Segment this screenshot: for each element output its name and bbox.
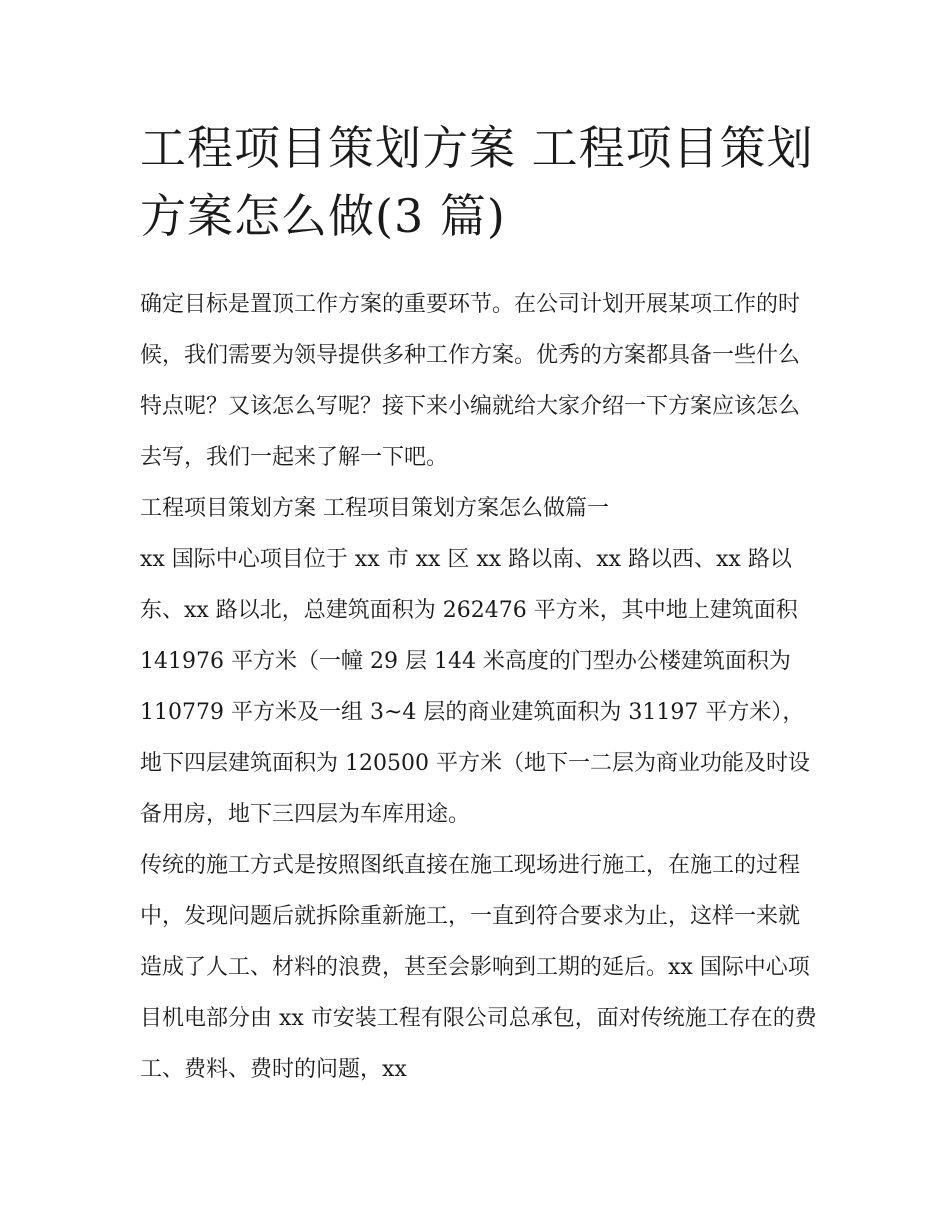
section-heading: 工程项目策划方案 工程项目策划方案怎么做篇一 [140, 496, 609, 521]
document-title: 工程项目策划方案 工程项目策划方案怎么做(3 篇) [140, 121, 814, 243]
intro-paragraph: 确定目标是置顶工作方案的重要环节。在公司计划开展某项工作的时候，我们需要为领导提供多种工作方案。优秀的方案都具备一些什么特点呢？又该怎么写呢？接下来小编就给大家介绍一下方案应该怎么去写，我们一起来了解一下吧。 [140, 292, 801, 470]
body-paragraph-1: xx 国际中心项目位于 xx 市 xx 区 xx 路以南、xx 路以西、xx 路以东、xx 路以北，总建筑面积为 262476 平方米，其中地上建筑面积 141976 平方米（一幢 29 层 144 米高度的门型办公楼建筑面积为 110779 平方米及一组 3~4 层的商业建筑面积为 31197 平方米），地下四层建筑面积为 120500 平方米（地下一二层为商业功能及时设备用房，地下三四层为车库用途。 [140, 547, 810, 827]
document-body [140, 279, 820, 1095]
body-paragraph-2: 传统的施工方式是按照图纸直接在施工现场进行施工，在施工的过程中，发现问题后就拆除重新施工，一直到符合要求为止，这样一来就造成了人工、材料的浪费，甚至会影响到工期的延后。xx 国际中心项目机电部分由 xx 市安装工程有限公司总承包，面对传统施工存在的费工、费料、费时的问题，xx [140, 853, 817, 1082]
